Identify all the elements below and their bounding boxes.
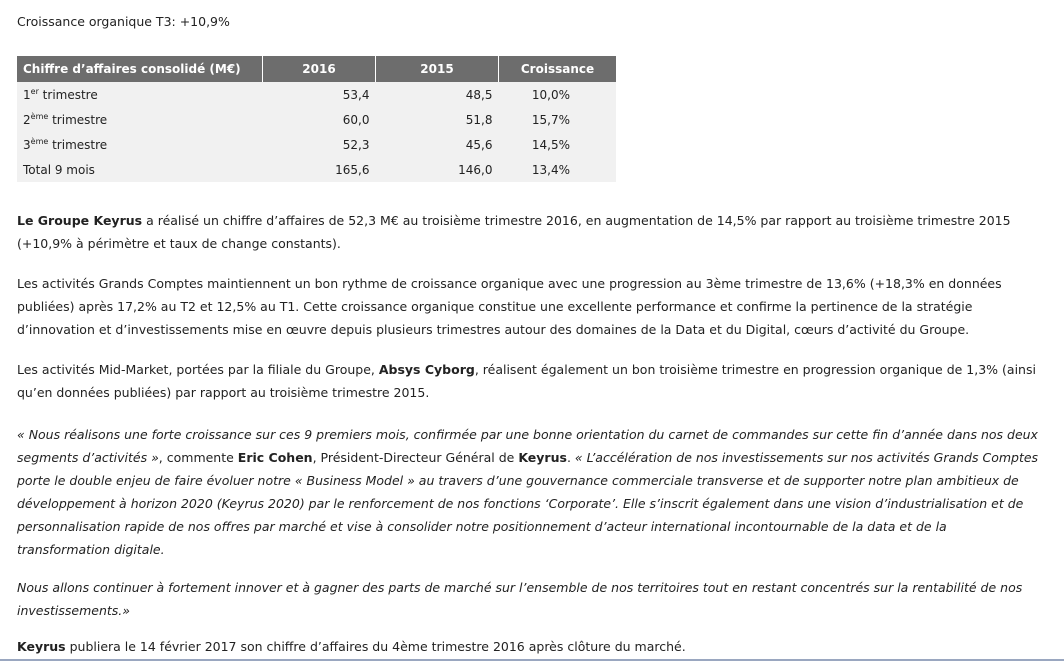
paragraph-next-release: Keyrus publiera le 14 février 2017 son chiffre d’affaires du 4ème trimestre 2016 après clôture du marché. [17, 639, 686, 654]
cell-2015: 45,6 [376, 132, 499, 157]
paragraph-quote-end: Nous allons continuer à fortement innover et à gagner des parts de marché sur l’ensemble de nos territoires tout en restant concentrés sur la rentabilité de nos investissements.» [17, 580, 1023, 618]
company-name: Le Groupe Keyrus [17, 213, 143, 228]
cell-growth: 15,7% [499, 107, 617, 132]
cell-2016: 165,6 [263, 157, 376, 182]
paragraph-quote: « Nous réalisons une forte croissance sur ces 9 premiers mois, confirmée par une bonne orientation du carnet de commandes sur cette fin d’année dans nos deux segments d’activités », commente Eric Cohen, Président-Directeur Général de Keyrus. « L’accélération de nos investissements sur nos activités Grands Comptes porte le double enjeu de faire évoluer notre « Business Model » au travers d’une gouvernance commerciale transverse et de supporter notre plan ambitieux de développement à horizon 2020 (Keyrus 2020) par le renforcement de nos fonctions ‘Corporate’. Elle s’inscrit également dans une vision d’industrialisation et de personnalisation rapide de nos offres par marché et vise à consolider notre positionnement d’acteur international incontournable de la data et de la transformation digitale. [17, 427, 1039, 557]
cell-2015: 146,0 [376, 157, 499, 182]
table-header-row [17, 56, 616, 82]
paragraph-mid-market: Les activités Mid-Market, portées par la filiale du Groupe, Absys Cyborg, réalisent également un bon troisième trimestre en progression organique de 1,3% (ainsi qu’en données publiées) par rapport au troisième trimestre 2015. [17, 362, 1036, 400]
table-row [17, 82, 616, 107]
col-header-2015: 2015 [376, 56, 499, 82]
cell-growth: 13,4% [499, 157, 617, 182]
ceo-name: Eric Cohen [237, 450, 313, 465]
paragraph-results: Le Groupe Keyrus a réalisé un chiffre d’affaires de 52,3 M€ au troisième trimestre 2016, en augmentation de 14,5% par rapport au troisième trimestre 2015 (+10,9% à périmètre et taux de change constants). [17, 213, 1011, 251]
cell-growth: 10,0% [499, 82, 617, 107]
table-row [17, 107, 616, 132]
row-label: 2ème trimestre [17, 107, 263, 132]
col-header-2016: 2016 [263, 56, 376, 82]
row-label: Total 9 mois [17, 157, 263, 182]
col-header-growth: Croissance [499, 56, 617, 82]
cell-2016: 52,3 [263, 132, 376, 157]
row-label: 1er trimestre [17, 82, 263, 107]
cell-2016: 53,4 [263, 82, 376, 107]
row-label: 3ème trimestre [17, 132, 263, 157]
table-row [17, 132, 616, 157]
company-name: Keyrus [17, 639, 66, 654]
col-header-label: Chiffre d’affaires consolidé (M€) [17, 56, 263, 82]
cell-2016: 60,0 [263, 107, 376, 132]
section-heading: Croissance organique T3: +10,9% [17, 14, 230, 29]
subsidiary-name: Absys Cyborg [378, 362, 475, 377]
cell-2015: 48,5 [376, 82, 499, 107]
table-row [17, 157, 616, 182]
company-name: Keyrus [518, 450, 567, 465]
window-bottom-edge [0, 659, 1064, 661]
revenue-table [17, 56, 616, 182]
cell-2015: 51,8 [376, 107, 499, 132]
cell-growth: 14,5% [499, 132, 617, 157]
paragraph-grands-comptes: Les activités Grands Comptes maintiennent un bon rythme de croissance organique avec une progression au 3ème trimestre de 13,6% (+18,3% en données publiées) après 17,2% au T2 et 12,5% au T1. Cette croissance organique constitue une excellente performance et confirme la pertinence de la stratégie d’innovation et d’investissements mise en œuvre depuis plusieurs trimestres autour des domaines de la Data et du Digital, cœurs d’activité du Groupe. [17, 276, 1002, 337]
